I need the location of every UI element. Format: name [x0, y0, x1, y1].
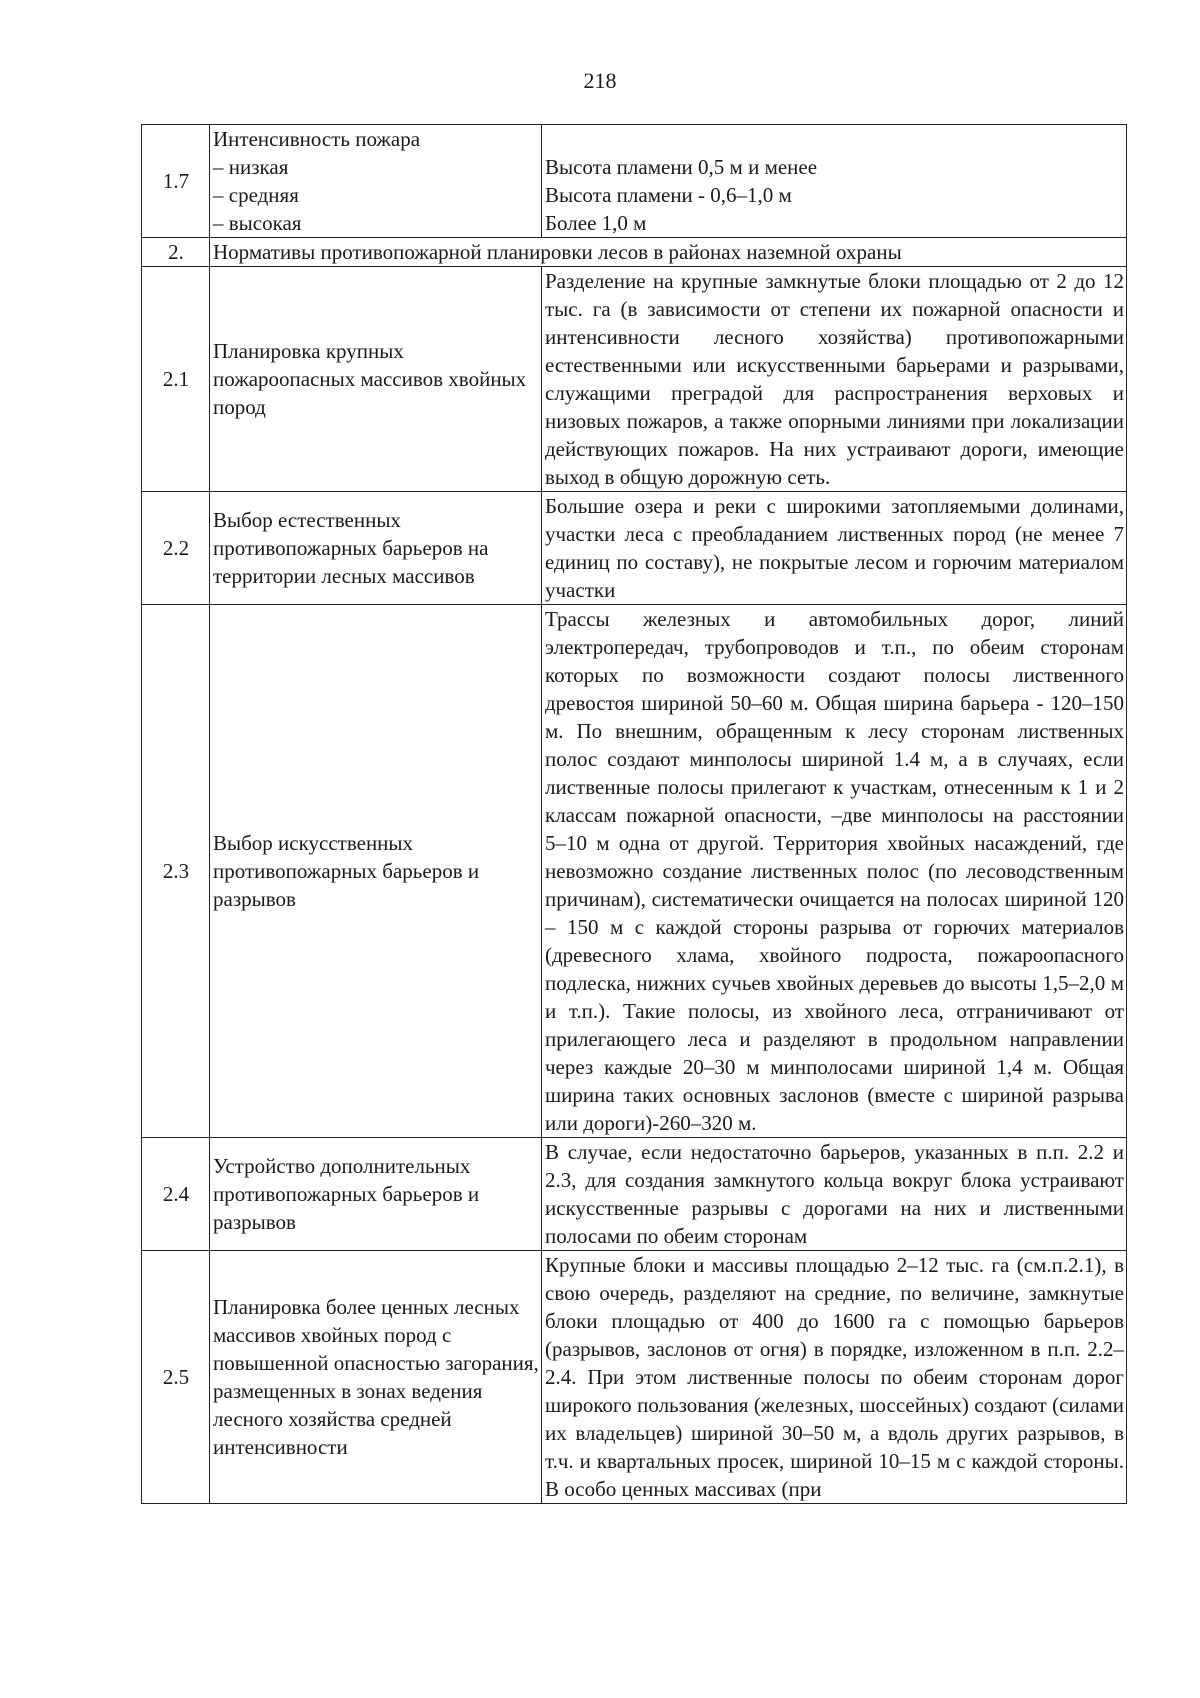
row-number: 2.5 — [142, 1251, 210, 1504]
label-line: – низкая — [213, 155, 289, 179]
row-description: Разделение на крупные замкнутые блоки площадью от 2 до 12 тыс. га (в зависимости от степени их пожарной опасности и интенсивности лесного хозяйства) противопожарными естественными или искусственными барьерами и разрывами, служащими преградой для распространения верховых и низовых пожаров, а также опорными линиями при локализации действующих пожаров. На них устраивают дороги, имеющие выход в общую дорожную сеть. — [542, 267, 1127, 492]
row-number: 2.4 — [142, 1138, 210, 1251]
page-number: 218 — [583, 68, 617, 93]
row-label: Устройство дополнительных противопожарных барьеров и разрывов — [210, 1138, 542, 1251]
table-row — [142, 605, 1127, 1138]
row-description: Крупные блоки и массивы площадью 2–12 тыс. га (см.п.2.1), в свою очередь, разделяют на средние, по величине, замкнутые блоки площадью от 400 до 1600 га с помощью барьеров (разрывов, заслонов от огня) в порядке, изложенном в п.п. 2.2–2.4. При этом лиственные полосы по обеим сторонам дорог широкого пользования (железных, шоссейных) создают (силами их владельцев) шириной 30–50 м, а вдоль других разрывов, в т.ч. и квартальных просек, шириной 10–15 м с каждой стороны. В особо ценных массивах (при — [542, 1251, 1127, 1504]
row-label — [210, 125, 542, 238]
row-label: Выбор искусственных противопожарных барьеров и разрывов — [210, 605, 542, 1138]
row-number: 2.2 — [142, 492, 210, 605]
label-line: – высокая — [213, 211, 302, 235]
row-number: 2.1 — [142, 267, 210, 492]
table-row — [142, 1138, 1127, 1251]
row-number: 2.3 — [142, 605, 210, 1138]
label-line: Интенсивность пожара — [213, 127, 421, 151]
row-label: Планировка крупных пожароопасных массивов хвойных пород — [210, 267, 542, 492]
table-row — [142, 238, 1127, 267]
row-description — [542, 125, 1127, 238]
fire-planning-table — [141, 124, 1127, 1504]
row-label: Выбор естественных противопожарных барьеров на территории лесных массивов — [210, 492, 542, 605]
table-row — [142, 492, 1127, 605]
label-line: – средняя — [213, 183, 299, 207]
desc-line: Высота пламени 0,5 м и менее — [545, 155, 818, 179]
section-heading: Нормативы противопожарной планировки лесов в районах наземной охраны — [210, 238, 1127, 267]
table-row — [142, 125, 1127, 238]
desc-line: Высота пламени - 0,6–1,0 м — [545, 183, 792, 207]
row-label: Планировка более ценных лесных массивов хвойных пород с повышенной опасностью загорания, размещенных в зонах ведения лесного хозяйства средней интенсивности — [210, 1251, 542, 1504]
row-description: Большие озера и реки с широкими затопляемыми долинами, участки леса с преобладанием лиственных пород (не менее 7 единиц по составу), не покрытые лесом и горючим материалом участки — [542, 492, 1127, 605]
desc-line: Более 1,0 м — [545, 211, 647, 235]
row-number: 2. — [142, 238, 210, 267]
row-number: 1.7 — [142, 125, 210, 238]
row-description: В случае, если недостаточно барьеров, указанных в п.п. 2.2 и 2.3, для создания замкнутого кольца вокруг блока устраивают искусственные разрывы с дорогами на них и лиственными полосами по обеим сторонам — [542, 1138, 1127, 1251]
table-row — [142, 267, 1127, 492]
row-description: Трассы железных и автомобильных дорог, линий электропередач, трубопроводов и т.п., по обеим сторонам которых по возможности создают полосы лиственного древостоя шириной 50–60 м. Общая ширина барьера - 120–150 м. По внешним, обращенным к лесу сторонам лиственных полос создают минполосы шириной 1.4 м, а в случаях, если лиственные полосы прилегают к участкам, отнесенным к 1 и 2 классам пожарной опасности, –две минполосы на расстоянии 5–10 м одна от другой. Территория хвойных насаждений, где невозможно создание лиственных полос (по лесоводственным причинам), систематически очищается на полосах шириной 120 – 150 м с каждой стороны разрыва от горючих материалов (древесного хлама, хвойного подроста, пожароопасного подлеска, нижних сучьев хвойных деревьев до высоты 1,5–2,0 м и т.п.). Такие полосы, из хвойного леса, отграничивают от прилегающего леса и разделяют в продольном направлении через каждые 20–30 м минполосами шириной 1,4 м. Общая ширина таких основных заслонов (вместе с шириной разрыва или дороги)-260–320 м. — [542, 605, 1127, 1138]
table-row — [142, 1251, 1127, 1504]
